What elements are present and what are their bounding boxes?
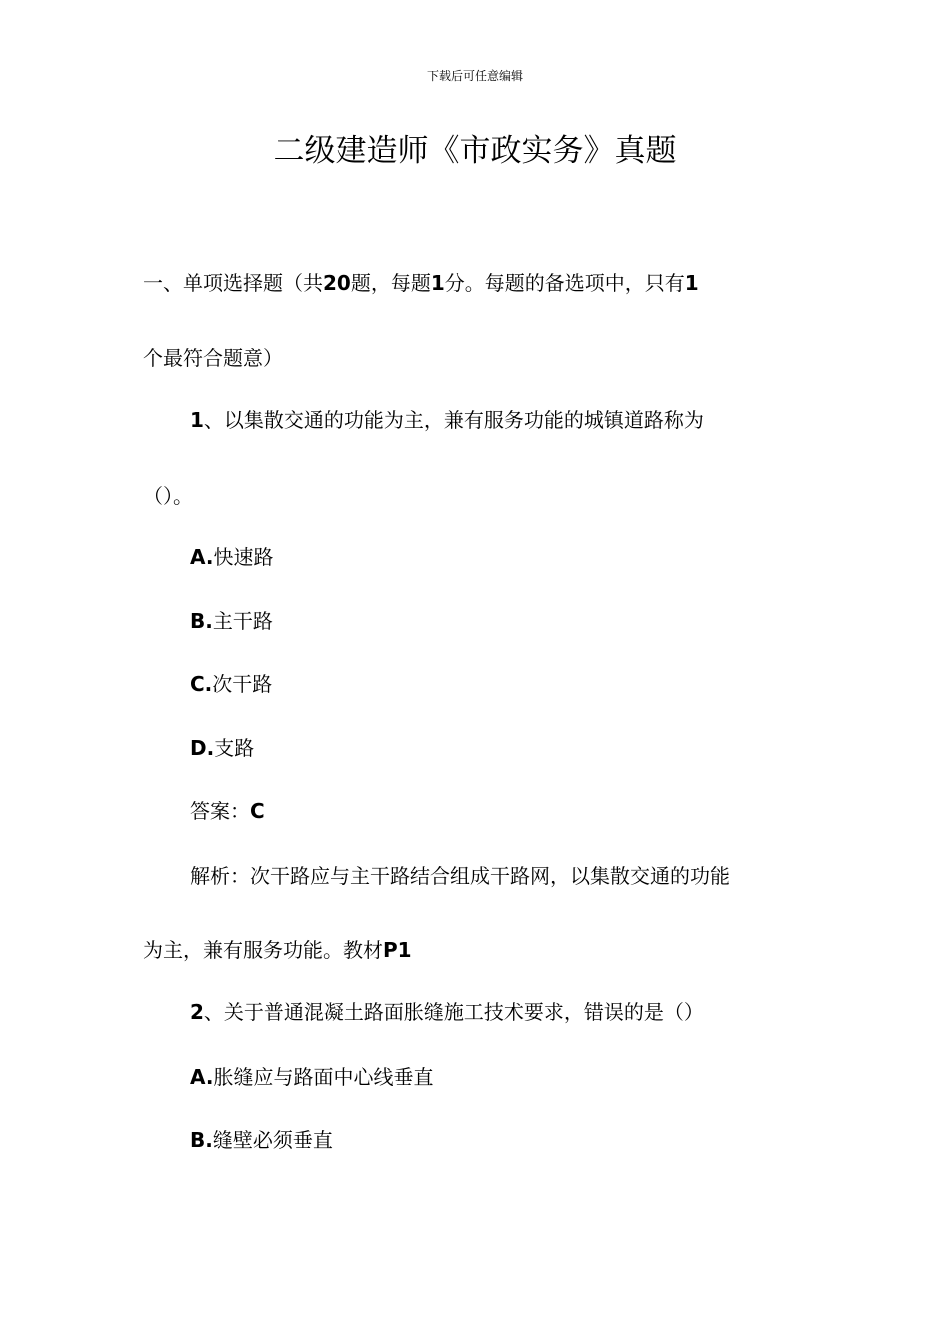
option-letter: C. [190, 672, 213, 696]
question-1-option-d [190, 734, 254, 762]
section-prefix: 一、单项选择题（共 [143, 271, 323, 295]
answer-label: 答案： [190, 799, 250, 823]
question-2-line-1 [190, 998, 704, 1026]
option-text: 次干路 [212, 672, 273, 696]
question-1-answer [190, 797, 265, 825]
question-2-text: 、关于普通混凝土路面胀缝施工技术要求，错误的是（） [203, 1000, 704, 1024]
section-question-count: 20 [323, 271, 351, 295]
question-1-option-c [190, 670, 272, 698]
analysis-page-ref: P1 [383, 938, 412, 962]
option-letter: D. [190, 736, 215, 760]
option-text: 快速路 [213, 545, 274, 569]
question-2-option-a [190, 1063, 433, 1091]
question-1-text: 、以集散交通的功能为主，兼有服务功能的城镇道路称为 [203, 408, 704, 432]
option-letter: B. [190, 1128, 213, 1152]
question-1-option-a [190, 543, 273, 571]
analysis-text: 为主，兼有服务功能。教材 [143, 938, 383, 962]
section-heading-line-2: 个最符合题意） [143, 346, 283, 370]
page-title: 二级建造师《市政实务》真题 [273, 133, 677, 169]
section-heading-line-1 [143, 269, 699, 297]
header-note: 下载后可任意编辑 [426, 69, 523, 83]
question-1-line-1 [190, 406, 704, 434]
answer-value: C [250, 799, 265, 823]
option-text: 主干路 [212, 609, 273, 633]
question-2-number: 2 [190, 1000, 204, 1024]
question-1-analysis-line-2 [143, 936, 412, 964]
option-letter: A. [190, 1065, 214, 1089]
question-1-analysis-line-1: 解析：次干路应与主干路结合组成干路网，以集散交通的功能 [190, 864, 730, 888]
question-1-line-2: （）。 [143, 484, 193, 508]
section-mid: 题，每题 [350, 271, 431, 295]
question-2-option-b [190, 1126, 333, 1154]
section-suffix: 分。每题的备选项中，只有 [444, 271, 685, 295]
section-score: 1 [430, 271, 445, 295]
option-letter: B. [190, 609, 213, 633]
option-text: 胀缝应与路面中心线垂直 [213, 1065, 434, 1089]
option-text: 缝壁必须垂直 [212, 1128, 333, 1152]
option-letter: A. [190, 545, 214, 569]
option-text: 支路 [214, 736, 255, 760]
question-1-number: 1 [190, 408, 204, 432]
question-1-option-b [190, 607, 273, 635]
section-one: 1 [684, 271, 699, 295]
